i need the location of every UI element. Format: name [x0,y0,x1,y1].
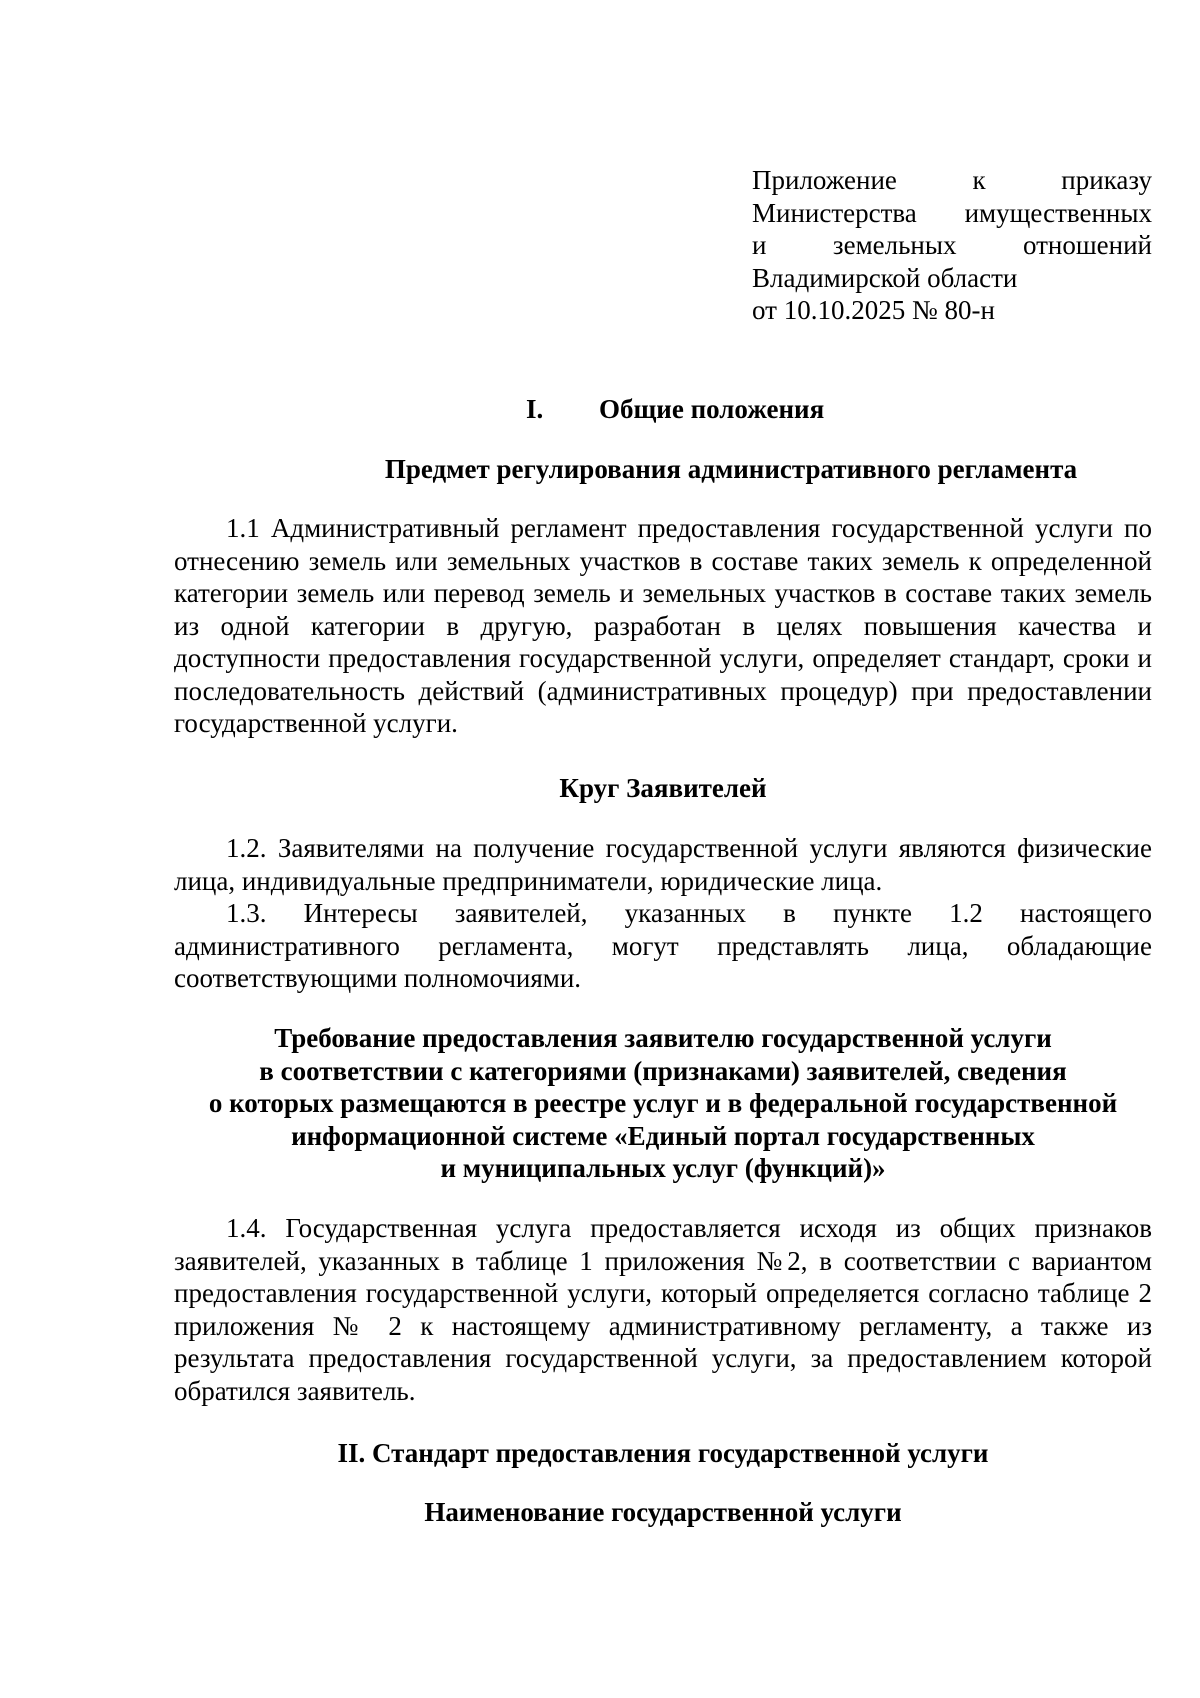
paragraph-1-2: 1.2. Заявителями на получение государственной услуги являются физические лица, индивидуальные предприниматели, юридические лица. [174,833,1152,896]
appendix-block [752,164,1152,327]
requirement-heading-line-1: Требование предоставления заявителю государственной услуги [274,1023,1052,1053]
subject-heading: Предмет регулирования административного регламента [384,454,1078,484]
requirement-heading-line-3: о которых размещаются в реестре услуг и в федеральной государственной [208,1088,1118,1118]
appendix-line-1: Приложение к приказу [752,165,1152,195]
section-1-number: I. [526,394,544,424]
section-1-text: Общие положения [599,394,825,424]
appendix-line-4: Владимирской области [752,262,1018,293]
paragraph-1-4-block [174,1212,1152,1407]
appendix-line-2: Министерства имущественных [752,197,1152,228]
requirement-heading-block [174,1022,1152,1185]
requirement-heading-line-5: и муниципальных услуг (функций)» [440,1153,886,1183]
paragraph-1-2-block [174,832,1152,995]
applicants-heading-block [174,772,1152,805]
section-2-title-block [174,1437,1152,1470]
appendix-line-5: от 10.10.2025 № 80-н [752,295,995,325]
paragraph-1-1: 1.1 Административный регламент предоставления государственной услуги по отнесению земель или земельных участков в составе таких земель к определенной категории земель или перевод земель и земельных участков в составе таких земель из одной категории в другую, разработан в целях повышения качества и доступности предоставления государственной услуги, определяет стандарт, сроки и последовательность действий (административных процедур) при предоставлении государственной услуги. [174,513,1152,738]
requirement-heading-line-4: информационной системе «Единый портал государственных [291,1120,1035,1151]
service-name-heading: Наименование государственной услуги [424,1497,902,1527]
paragraph-1-1-block [174,512,1152,740]
applicants-heading: Круг Заявителей [559,773,767,803]
section-2-subheading-block [174,1496,1152,1529]
subject-heading-block [174,453,1152,486]
section-2-title: II. Стандарт предоставления государственной услуги [337,1438,989,1468]
requirement-heading-line-2: в соответствии с категориями (признаками) заявителей, сведения [259,1055,1067,1086]
paragraph-1-3: 1.3. Интересы заявителей, указанных в пункте 1.2 настоящего административного регламента, могут представлять лица, обладающие соответствующими полномочиями. [174,898,1152,993]
paragraph-1-4: 1.4. Государственная услуга предоставляется исходя из общих признаков заявителей, указанных в таблице 1 приложения №2, в соответствии с вариантом предоставления государственной услуги, который определяется согласно таблице 2 приложения № 2 к настоящему административному регламенту, а также из результата предоставления государственной услуги, за предоставлением которой обратился заявитель. [174,1213,1152,1406]
appendix-line-3: и земельных отношений [752,230,1152,260]
